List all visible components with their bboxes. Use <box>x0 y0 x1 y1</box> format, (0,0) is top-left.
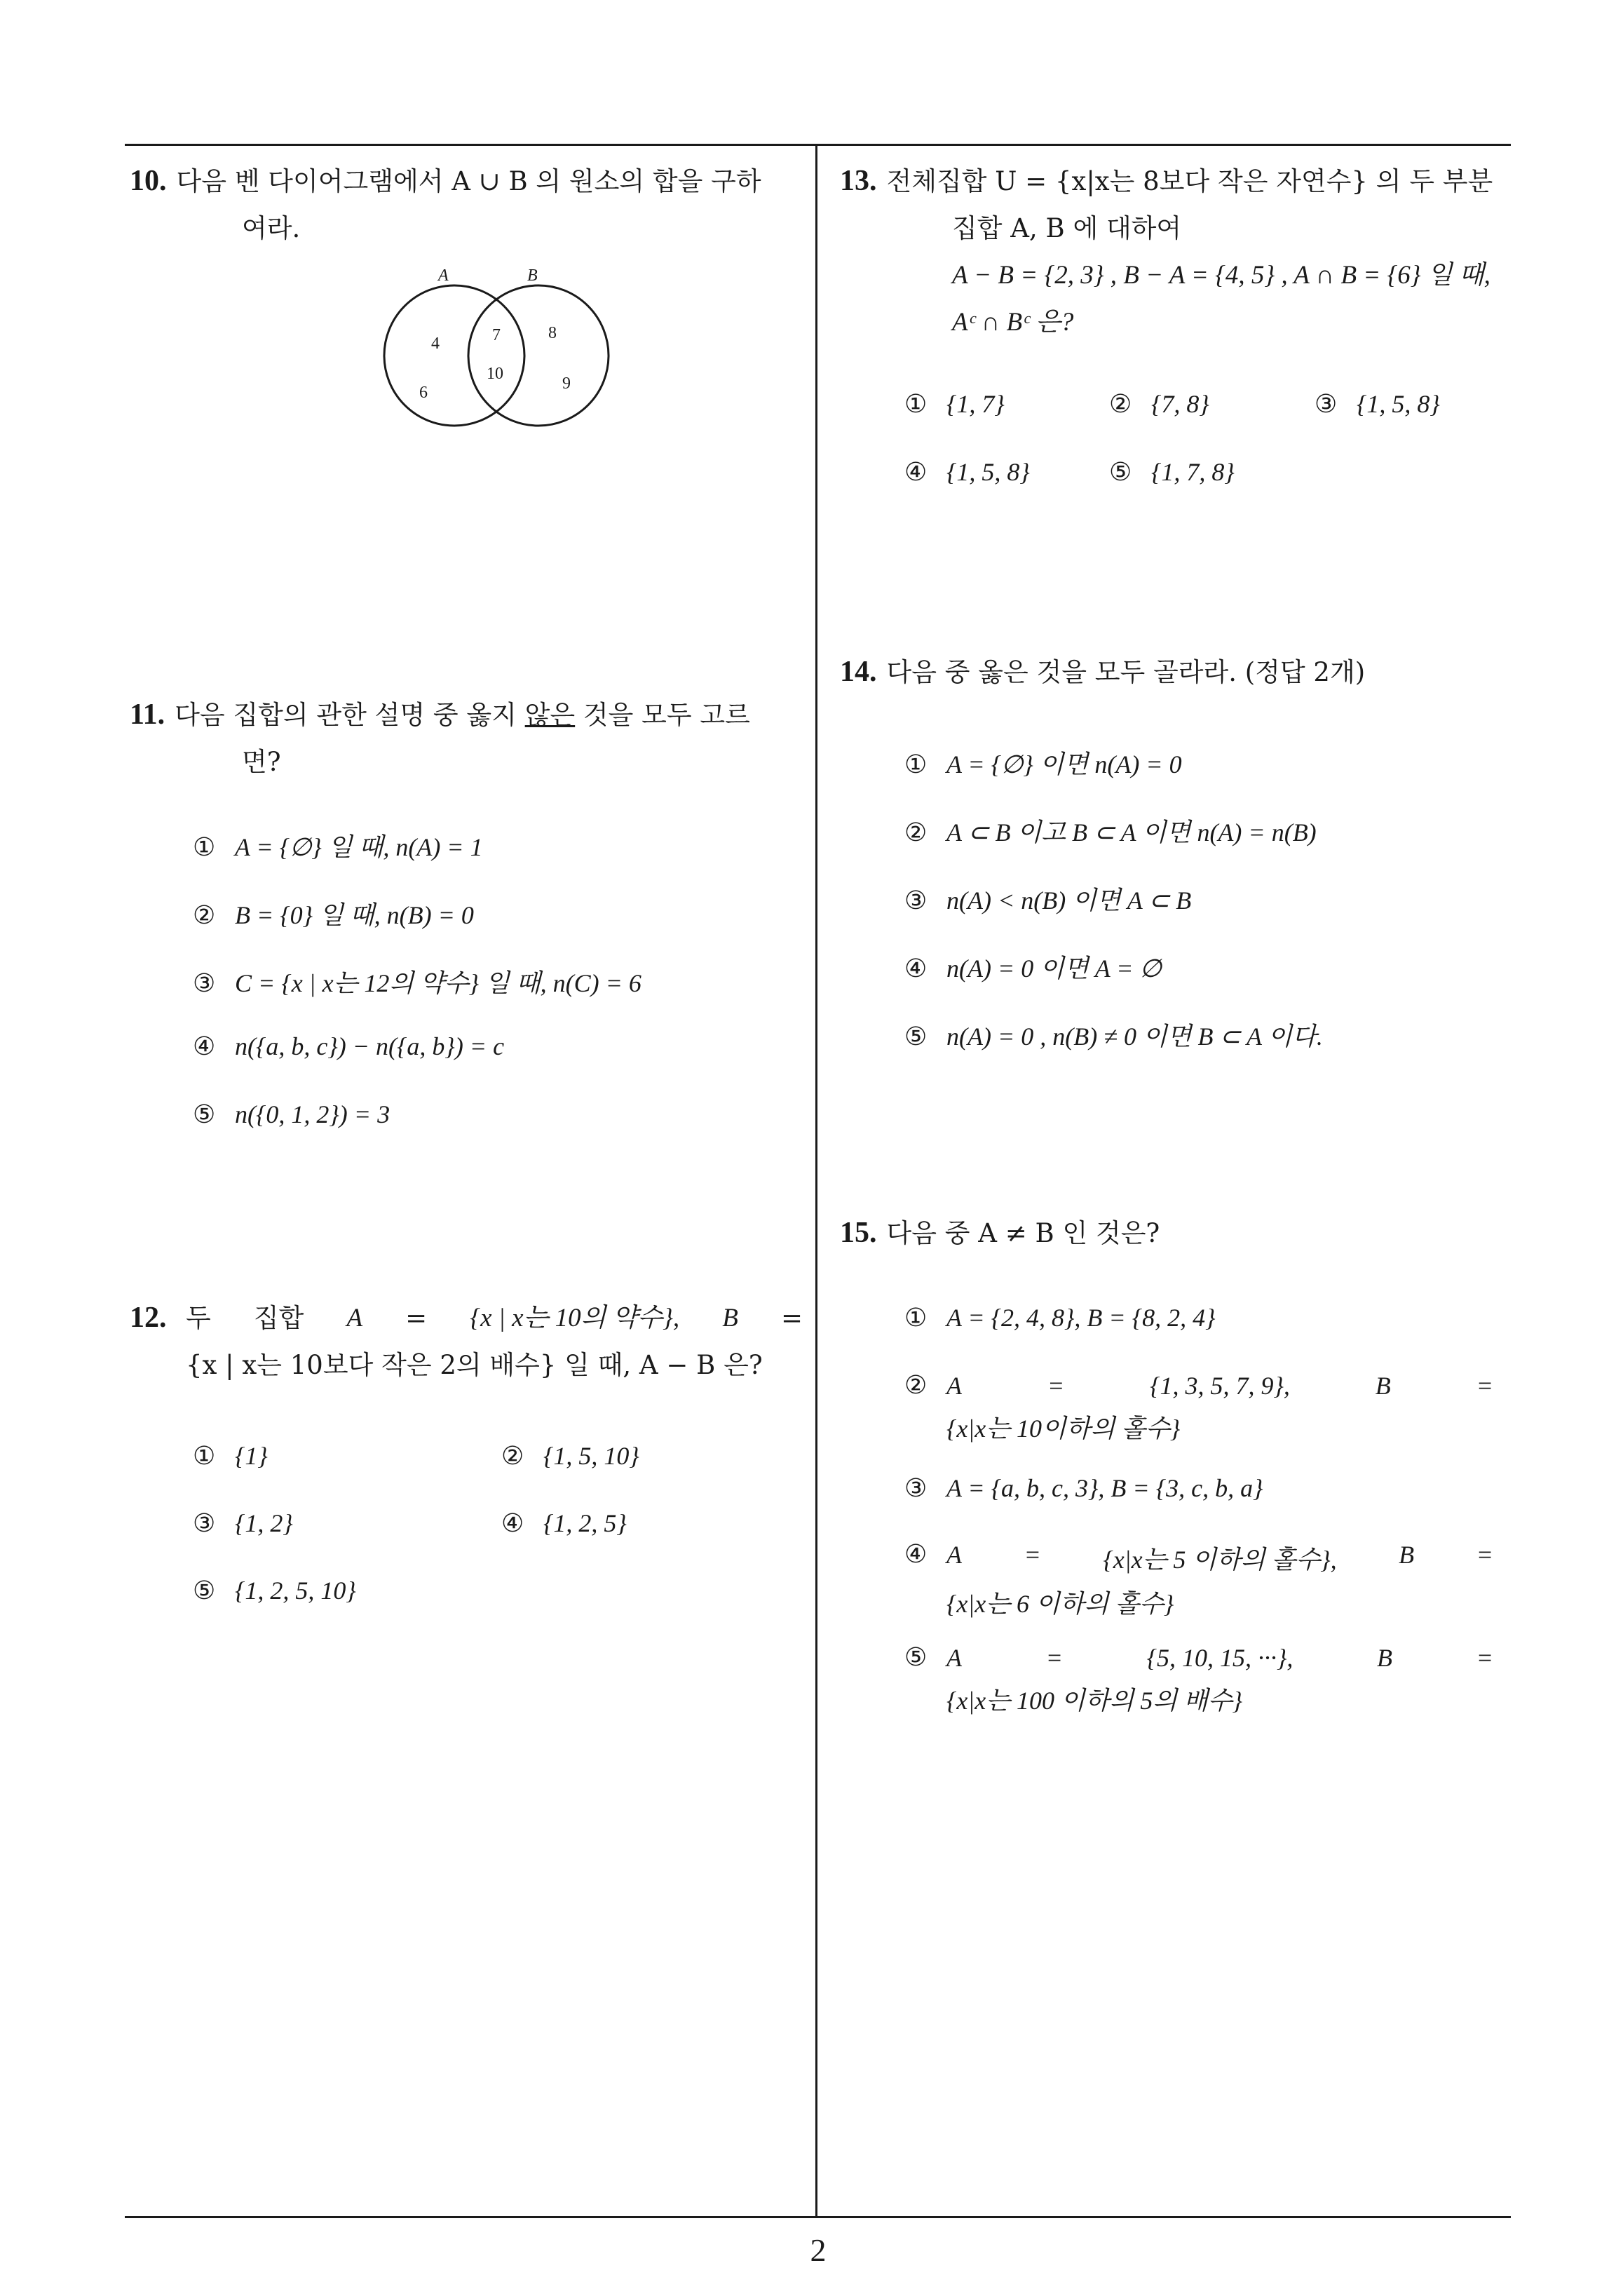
option-5[interactable] <box>904 1017 1323 1053</box>
option-marker: ② <box>1109 390 1132 419</box>
option-text: {1, 2} <box>235 1509 293 1537</box>
option-4[interactable] <box>193 1032 504 1061</box>
option-5[interactable] <box>1109 457 1235 487</box>
option-text-part: {1, 3, 5, 7, 9}, <box>1150 1372 1290 1400</box>
option-marker: ① <box>193 833 216 862</box>
question-text-part: = <box>780 1303 803 1333</box>
question-14 <box>840 649 1513 696</box>
option-marker: ① <box>904 1304 928 1332</box>
option-marker: ② <box>501 1442 524 1471</box>
option-text: {7, 8} <box>1151 390 1209 418</box>
option-marker: ③ <box>193 1509 216 1538</box>
option-text-part: {x|x는 5 이하의 홀수}, <box>1103 1546 1337 1574</box>
option-2[interactable] <box>501 1441 639 1471</box>
option-text: n({a, b, c}) − n({a, b}) = c <box>235 1032 505 1060</box>
option-text-part: B <box>1399 1541 1415 1569</box>
option-text: A = {∅} 이면 n(A) = 0 <box>946 750 1182 778</box>
option-4[interactable] <box>904 1540 1493 1620</box>
option-marker: ⑤ <box>1109 458 1132 487</box>
option-text-part: A <box>946 1644 962 1672</box>
option-4[interactable] <box>501 1508 627 1538</box>
option-2[interactable] <box>904 813 1317 849</box>
set-a-label: A <box>438 268 449 285</box>
option-marker: ④ <box>904 954 928 983</box>
question-number: 12. <box>130 1302 167 1334</box>
option-marker: ① <box>904 750 928 779</box>
option-text-part: = <box>1476 1644 1493 1672</box>
set-b-circle <box>468 285 609 426</box>
question-number: 14. <box>840 656 877 688</box>
question-text-part: {x | x는 10의 약수}, <box>470 1304 680 1332</box>
underlined-word: 않은 <box>524 700 576 730</box>
option-text: {1, 2, 5, 10} <box>235 1576 356 1605</box>
venn-element: 7 <box>492 326 501 344</box>
question-text-cont: 집합 A, B 에 대하여 <box>952 213 1182 243</box>
option-marker: ① <box>193 1442 216 1471</box>
option-text-part: {5, 10, 15, ···}, <box>1146 1644 1293 1672</box>
option-text: {1} <box>235 1442 268 1470</box>
option-text: {1, 2, 5} <box>543 1509 627 1537</box>
option-1[interactable] <box>193 828 483 863</box>
option-text: n({0, 1, 2}) = 3 <box>235 1100 391 1128</box>
option-marker: ② <box>904 1371 928 1400</box>
option-text: {1, 5, 10} <box>543 1442 639 1470</box>
option-marker: ① <box>904 390 928 419</box>
option-marker: ② <box>904 818 928 847</box>
option-marker: ⑤ <box>904 1643 928 1672</box>
option-marker: ③ <box>193 969 216 998</box>
option-marker: ④ <box>501 1509 524 1538</box>
option-text-part: B <box>1375 1372 1391 1400</box>
option-text: n(A) = 0 이면 A = ∅ <box>946 954 1162 982</box>
option-text-part: = <box>1045 1644 1063 1672</box>
question-number: 13. <box>840 165 877 197</box>
question-text-cont: 면? <box>242 747 281 777</box>
question-text-cont: Aᶜ ∩ Bᶜ 은? <box>952 308 1074 337</box>
option-marker: ⑤ <box>193 1576 216 1605</box>
option-3[interactable] <box>1315 389 1440 419</box>
option-text-part: = <box>1476 1541 1493 1569</box>
option-text-part: A <box>946 1372 962 1400</box>
question-text-part: A <box>346 1304 363 1332</box>
question-text: 다음 중 옳은 것을 모두 골라라. (정답 2개) <box>886 657 1366 687</box>
question-text: 다음 벤 다이어그램에서 A ∪ B 의 원소의 합을 구하 <box>176 166 761 196</box>
question-10 <box>130 158 803 252</box>
question-text: 것을 모두 고르 <box>575 700 750 730</box>
option-marker: ③ <box>1315 390 1338 419</box>
question-text-part: = <box>405 1303 428 1333</box>
question-15 <box>840 1210 1513 1257</box>
question-text: 다음 중 A ≠ B 인 것은? <box>886 1218 1160 1248</box>
option-text-cont: {x|x는 10이하의 홀수} <box>946 1414 1181 1443</box>
option-2[interactable] <box>1109 389 1209 419</box>
top-rule <box>125 144 1511 146</box>
question-13 <box>840 158 1513 346</box>
option-text-part: = <box>1024 1541 1041 1569</box>
option-3[interactable] <box>904 881 1191 917</box>
option-text-part: = <box>1047 1372 1065 1400</box>
option-marker: ⑤ <box>904 1022 928 1051</box>
option-5[interactable] <box>193 1100 390 1129</box>
question-text-part: 집합 <box>253 1303 304 1333</box>
option-2[interactable] <box>193 896 474 931</box>
option-5[interactable] <box>904 1643 1493 1717</box>
option-text: A ⊂ B 이고 B ⊂ A 이면 n(A) = n(B) <box>946 818 1317 846</box>
option-2[interactable] <box>904 1371 1493 1445</box>
option-marker: ④ <box>193 1032 216 1061</box>
option-text-cont: {x|x는 6 이하의 홀수} <box>946 1590 1174 1618</box>
option-3[interactable] <box>193 1508 293 1538</box>
bottom-rule <box>125 2216 1511 2218</box>
option-text: {1, 5, 8} <box>946 458 1030 486</box>
option-marker: ③ <box>904 1474 928 1503</box>
column-divider <box>815 145 817 2217</box>
option-1[interactable] <box>904 389 1005 419</box>
set-b-label: B <box>527 268 538 285</box>
option-text-part: A <box>946 1541 962 1569</box>
question-text-cont: A − B = {2, 3} , B − A = {4, 5} , A ∩ B = {6} 일 때, <box>952 261 1490 290</box>
option-3[interactable] <box>193 964 641 999</box>
option-text: A = {a, b, c, 3}, B = {3, c, b, a} <box>946 1474 1263 1502</box>
option-4[interactable] <box>904 457 1030 487</box>
question-text-part: B <box>722 1304 738 1332</box>
option-marker: ④ <box>904 1540 928 1569</box>
venn-element: 4 <box>431 335 440 353</box>
option-marker: ③ <box>904 886 928 915</box>
question-text-part: 두 <box>186 1303 211 1333</box>
venn-element: 6 <box>419 384 428 402</box>
option-text: C = {x | x는 12의 약수} 일 때, n(C) = 6 <box>235 969 641 997</box>
option-text-part: = <box>1476 1372 1493 1400</box>
option-1[interactable] <box>904 1303 1216 1332</box>
question-12 <box>130 1295 803 1389</box>
venn-element: 8 <box>548 324 557 342</box>
option-marker: ⑤ <box>193 1100 216 1129</box>
option-text: A = {∅} 일 때, n(A) = 1 <box>235 833 483 861</box>
set-a-circle <box>384 285 524 426</box>
question-number: 10. <box>130 165 167 197</box>
option-5[interactable] <box>193 1576 356 1605</box>
option-text: n(A) < n(B) 이면 A ⊂ B <box>946 886 1192 914</box>
question-11 <box>130 691 803 785</box>
question-number: 11. <box>130 698 165 731</box>
option-marker: ② <box>193 901 216 930</box>
option-text-part: B <box>1377 1644 1393 1672</box>
option-3[interactable] <box>904 1473 1263 1503</box>
option-4[interactable] <box>904 949 1162 985</box>
question-text: 다음 집합의 관한 설명 중 옳지 <box>175 700 525 730</box>
option-text-cont: {x|x는 100 이하의 5의 배수} <box>946 1687 1243 1715</box>
option-text: {1, 7} <box>946 390 1005 418</box>
question-number: 15. <box>840 1217 877 1249</box>
page-number: 2 <box>810 2232 827 2268</box>
option-1[interactable] <box>193 1441 268 1471</box>
venn-element: 9 <box>562 374 571 393</box>
option-text: {1, 7, 8} <box>1151 458 1235 486</box>
question-text-cont: 여라. <box>242 213 301 243</box>
question-text: 전체집합 U = {x|x는 8보다 작은 자연수} 의 두 부분 <box>886 166 1493 196</box>
venn-element: 10 <box>487 365 503 383</box>
option-text: B = {0} 일 때, n(B) = 0 <box>235 901 474 929</box>
option-marker: ④ <box>904 458 928 487</box>
question-text-cont: {x | x는 10보다 작은 2의 배수} 일 때, A − B 은? <box>186 1350 763 1380</box>
option-1[interactable] <box>904 745 1182 781</box>
venn-diagram <box>365 268 631 443</box>
option-text: {1, 5, 8} <box>1357 390 1440 418</box>
option-text: n(A) = 0 , n(B) ≠ 0 이면 B ⊂ A 이다. <box>946 1022 1323 1051</box>
option-text: A = {2, 4, 8}, B = {8, 2, 4} <box>946 1304 1216 1332</box>
